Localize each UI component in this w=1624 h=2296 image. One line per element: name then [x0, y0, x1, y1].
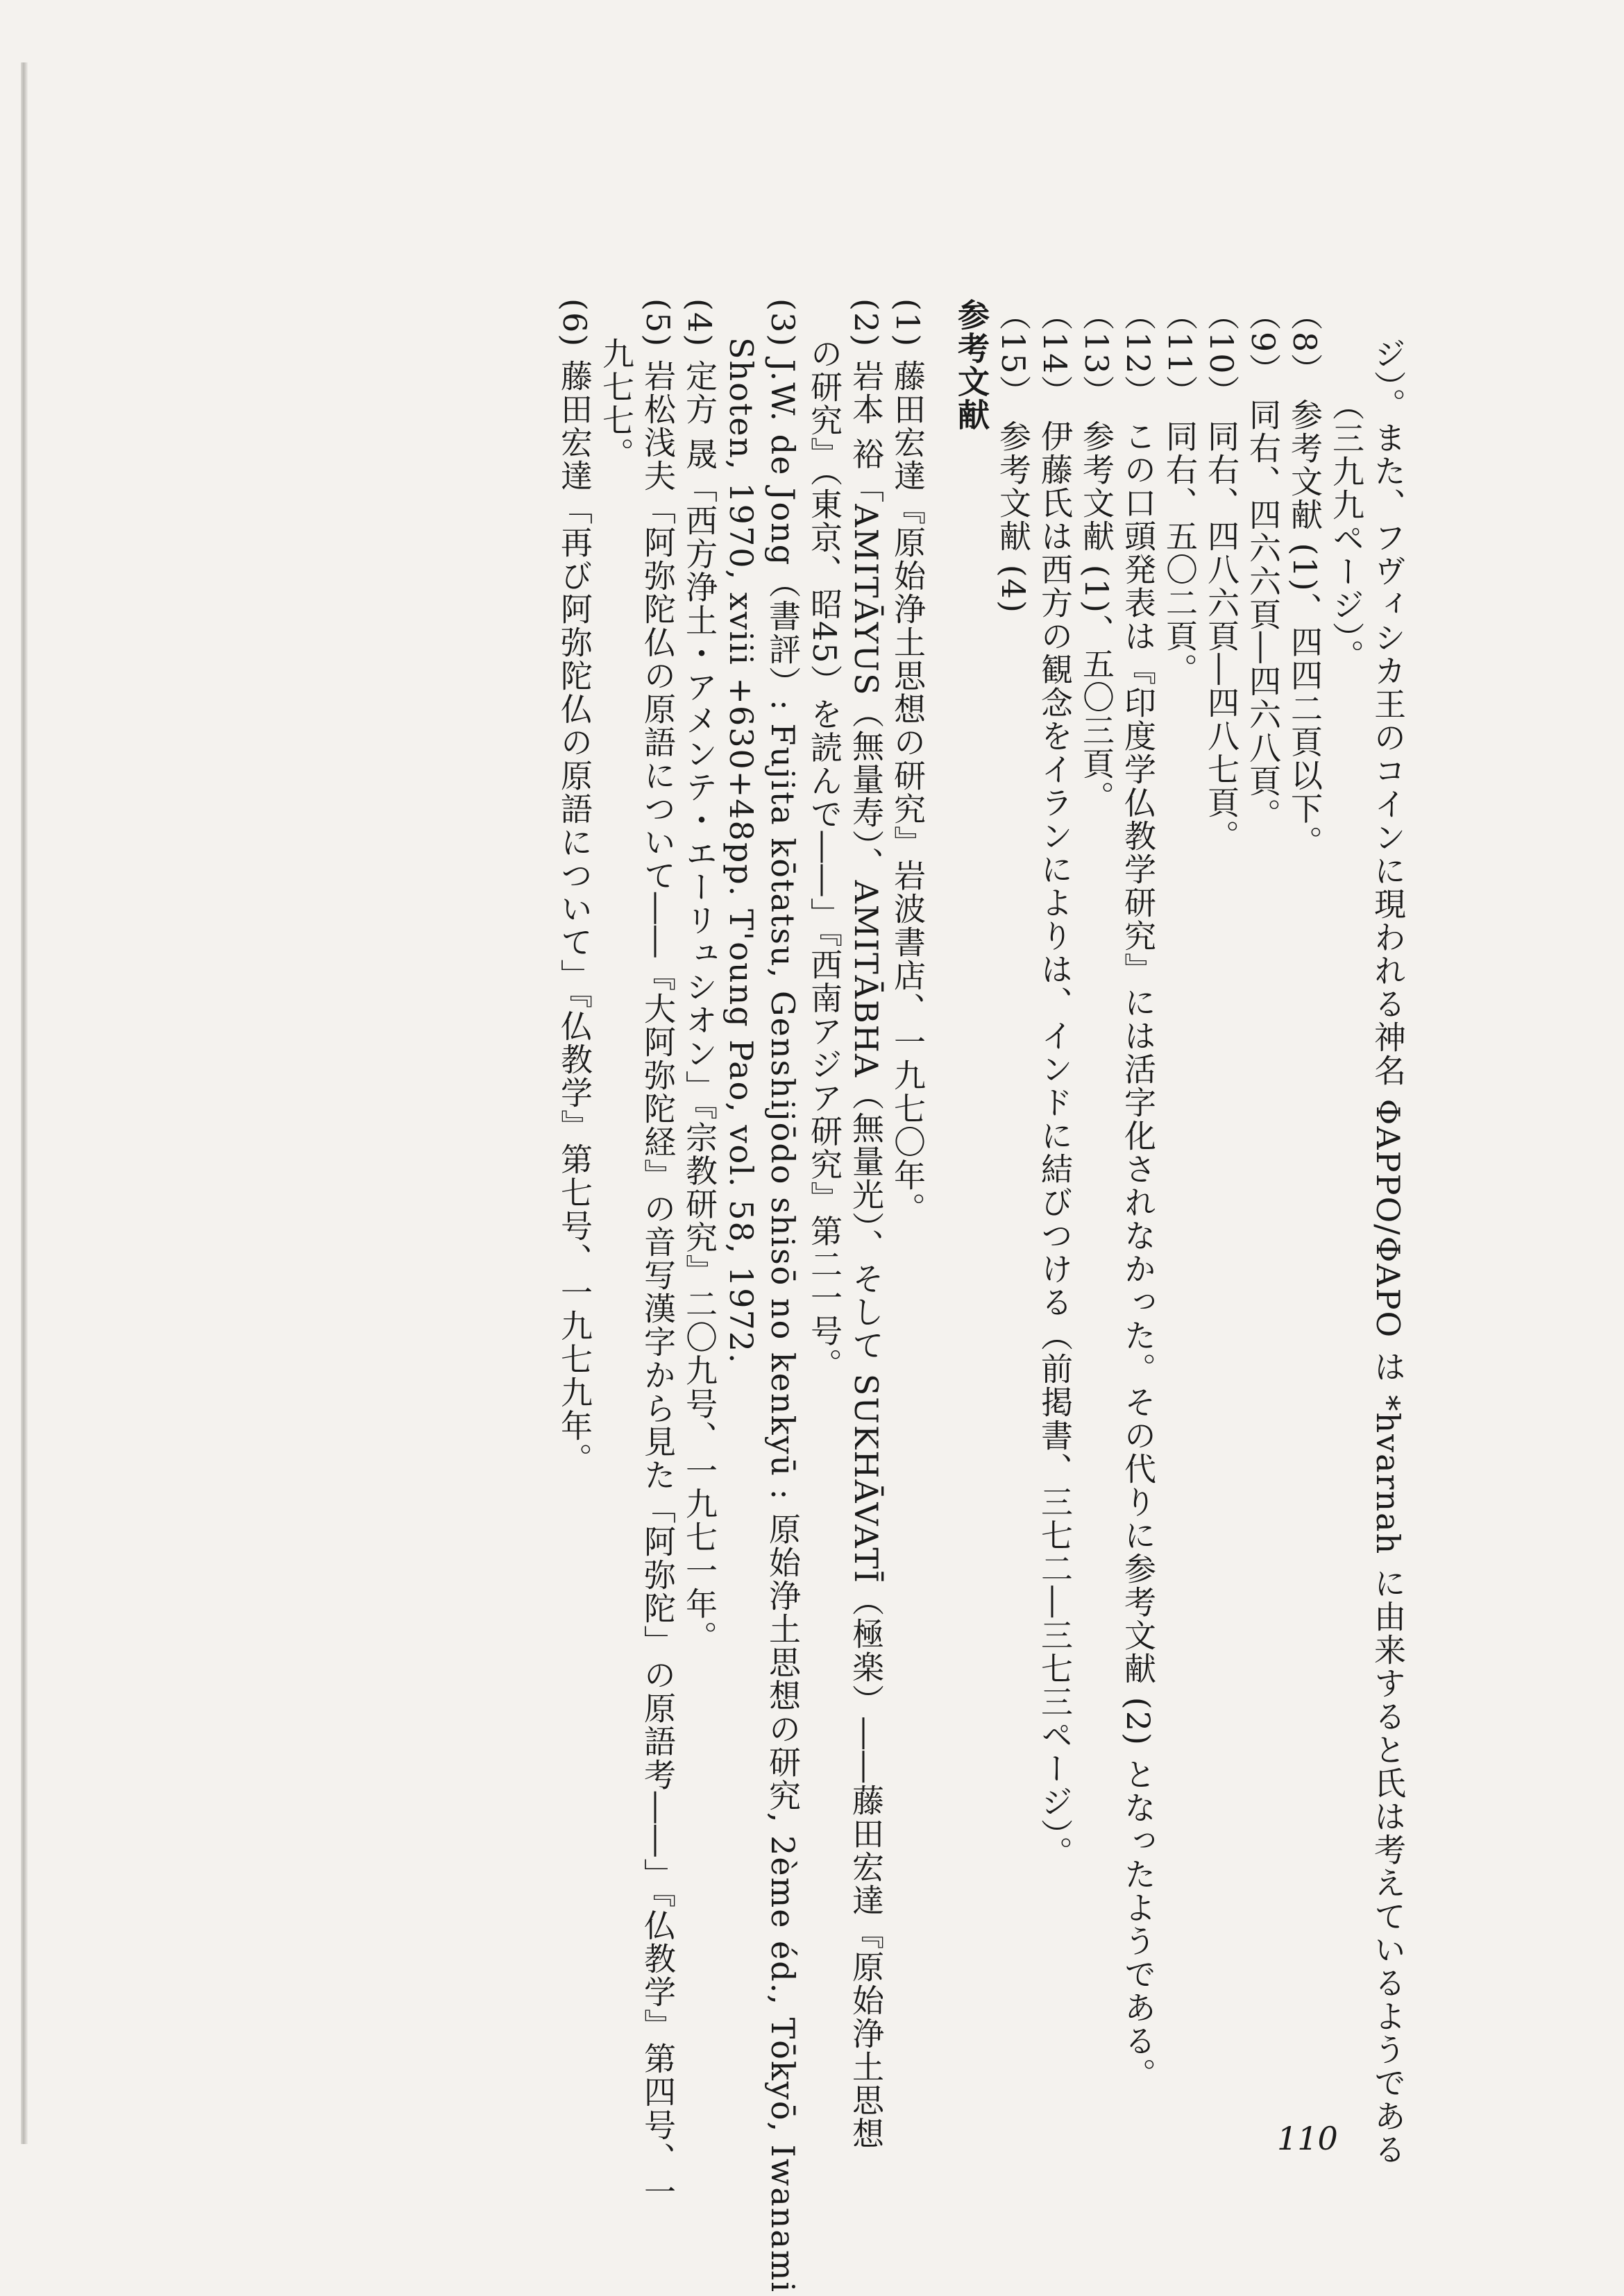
page-number: 110 [1277, 2120, 1338, 2157]
note-line: （10） 同右、四八六頁―四八七頁。 [1203, 298, 1240, 853]
note-line: （14） 伊藤氏は西方の観念をイランによりは、インドに結びつける（前掲書、三七二―三七三ページ）。 [1036, 298, 1074, 1870]
reference-line: (2) 岩本 裕「AMITĀYUS（無量寿）、AMITĀBHA（無量光）、そして SUKHĀVATĪ（極楽）――藤田宏達『原始浄土思想 [847, 298, 885, 2151]
reference-line: (3) J.W. de Jong（書評）: Fujita kōtatsu, Genshijōdo shisō no kenkyū : 原始浄土思想の研究, 2ème éd., Tōkyō, Iwanami [764, 298, 802, 2294]
reference-line: (6) 藤田宏達「再び阿弥陀仏の原語について」『仏教学』第七号、一九七九年。 [556, 298, 593, 1476]
note-line: （13） 参考文献 (1)、五〇三頁。 [1078, 298, 1115, 814]
reference-line: の研究』（東京、昭45）を読んで――」『西南アジア研究』第二一号。 [806, 337, 843, 1381]
note-line: ジ）。また、フヴィシカ王のコインに現われる神名 ΦΑΡΡΟ/ΦΑΡΟ は *hvarnah に由来すると氏は考えているようである [1369, 337, 1407, 2166]
note-line: （12） この口頭発表は『印度学仏教学研究』には活字化されなかった。その代りに参考文献 (2) となったようである。 [1119, 298, 1157, 2091]
references-heading: 参考文献 [953, 298, 990, 432]
note-line: （11） 同右、五〇二頁。 [1161, 298, 1199, 687]
note-line: （15） 参考文献 (4) [995, 298, 1032, 614]
reference-line: (1) 藤田宏達『原始浄土思想の研究』岩波書店、一九七〇年。 [889, 298, 927, 1225]
reference-line: (4) 定方 晟「西方浄土・アメンテ・エーリュシオン」『宗教研究』二〇九号、一九七一年。 [681, 298, 718, 1654]
note-line: （9） 同右、四六六頁―四六八頁。 [1244, 298, 1282, 831]
reference-line: (5) 岩松浅夫「阿弥陀仏の原語について――『大阿弥陀経』の音写漢字から見た「阿弥陀」の原語考――」『仏教学』第四号、一 [639, 298, 677, 2209]
reference-line: 九七七。 [598, 337, 635, 470]
note-line: （8） 参考文献 (1)、四四二頁以下。 [1286, 298, 1323, 859]
scan-edge-shadow [21, 62, 28, 2144]
note-line: （三九九ページ）。 [1328, 389, 1365, 672]
reference-line: Shoten, 1970, xviii +630+48pp. T'oung Pao, vol. 58, 1972. [722, 337, 760, 1365]
